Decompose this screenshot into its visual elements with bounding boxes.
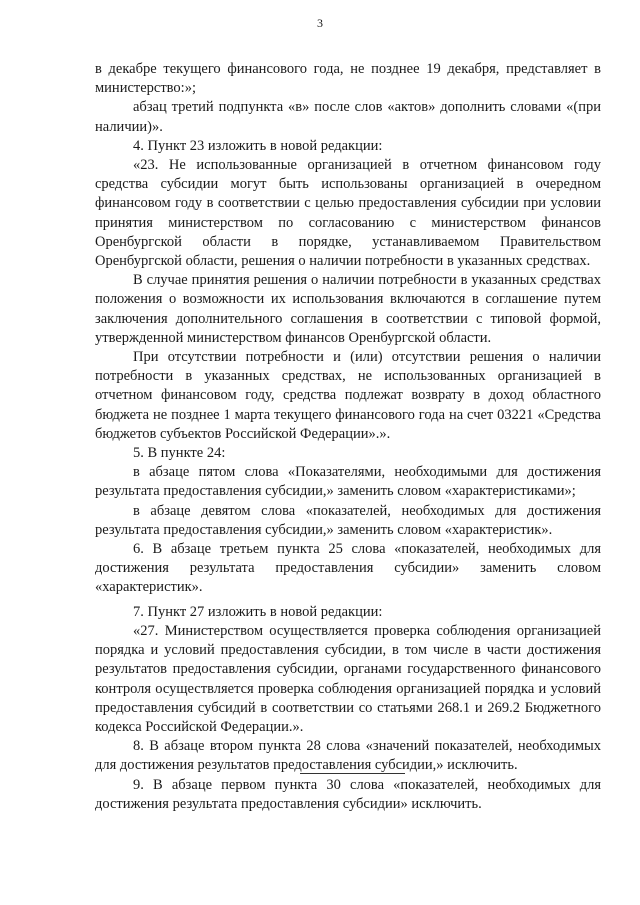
paragraph: «23. Не использованные организацией в отчетном финансовом году средства субсидии могут быть использованы организацией в очередном финансовом году в соответствии с целью предоставления субсидии при условии принятия министерством по согласованию с министерством финансов Оренбургской области в порядке, устанавливаемом Правительством Оренбургской области, решения о наличии потребности в указанных средствах. bbox=[95, 157, 601, 270]
paragraph: 5. В пункте 24: bbox=[133, 445, 226, 462]
paragraph: 8. В абзаце втором пункта 28 слова «значений показателей, необходимых для достижения результатов предоставления субсидии,» исключить. bbox=[95, 738, 601, 774]
paragraph: абзац третий подпункта «в» после слов «актов» дополнить словами «(при наличии)». bbox=[95, 99, 601, 135]
paragraph: «27. Министерством осуществляется проверка соблюдения организацией порядка и условий предоставления субсидии, в том числе в части достижения результатов предоставления субсидии, органами государственного финансового контроля осуществляется проверка соблюдения организацией порядка и условий предоставления субсидий в соответствии со статьями 268.1 и 269.2 Бюджетного кодекса Российской Федерации.». bbox=[95, 622, 601, 735]
page-number: 3 bbox=[317, 16, 323, 30]
paragraph: в абзаце девятом слова «показателей, необходимых для достижения результата предоставления субсидии,» заменить словом «характеристик». bbox=[95, 502, 601, 538]
paragraph: 6. В абзаце третьем пункта 25 слова «показателей, необходимых для достижения результата предоставления субсидии» заменить словом «характеристик». bbox=[95, 541, 601, 596]
paragraph: 4. Пункт 23 изложить в новой редакции: bbox=[133, 137, 383, 154]
paragraph: При отсутствии потребности и (или) отсутствии решения о наличии потребности в указанных средствах, не использованных организацией в отчетном финансовом году, средства подлежат возврату в доход областного бюджета не позднее 1 марта текущего финансового года на счет 03221 «Средства бюджетов субъектов Российской Федерации».». bbox=[95, 349, 601, 442]
paragraph: 7. Пункт 27 изложить в новой редакции: bbox=[133, 603, 383, 620]
paragraph: 9. В абзаце первом пункта 30 слова «показателей, необходимых для достижения результата предоставления субсидии» исключить. bbox=[95, 776, 601, 812]
paragraph: в абзаце пятом слова «Показателями, необходимыми для достижения результата предоставления субсидии,» заменить словом «характеристиками»; bbox=[95, 464, 601, 500]
paragraph: в декабре текущего финансового года, не позднее 19 декабря, представляет в министерство:»; bbox=[95, 61, 601, 97]
paragraph: В случае принятия решения о наличии потребности в указанных средствах положения о возможности их использования включаются в соглашение путем заключения дополнительного соглашения в соответствии с типовой формой, утвержденной министерством финансов Оренбургской области. bbox=[95, 272, 601, 346]
document-body bbox=[95, 60, 601, 814]
end-divider-line bbox=[300, 773, 405, 774]
